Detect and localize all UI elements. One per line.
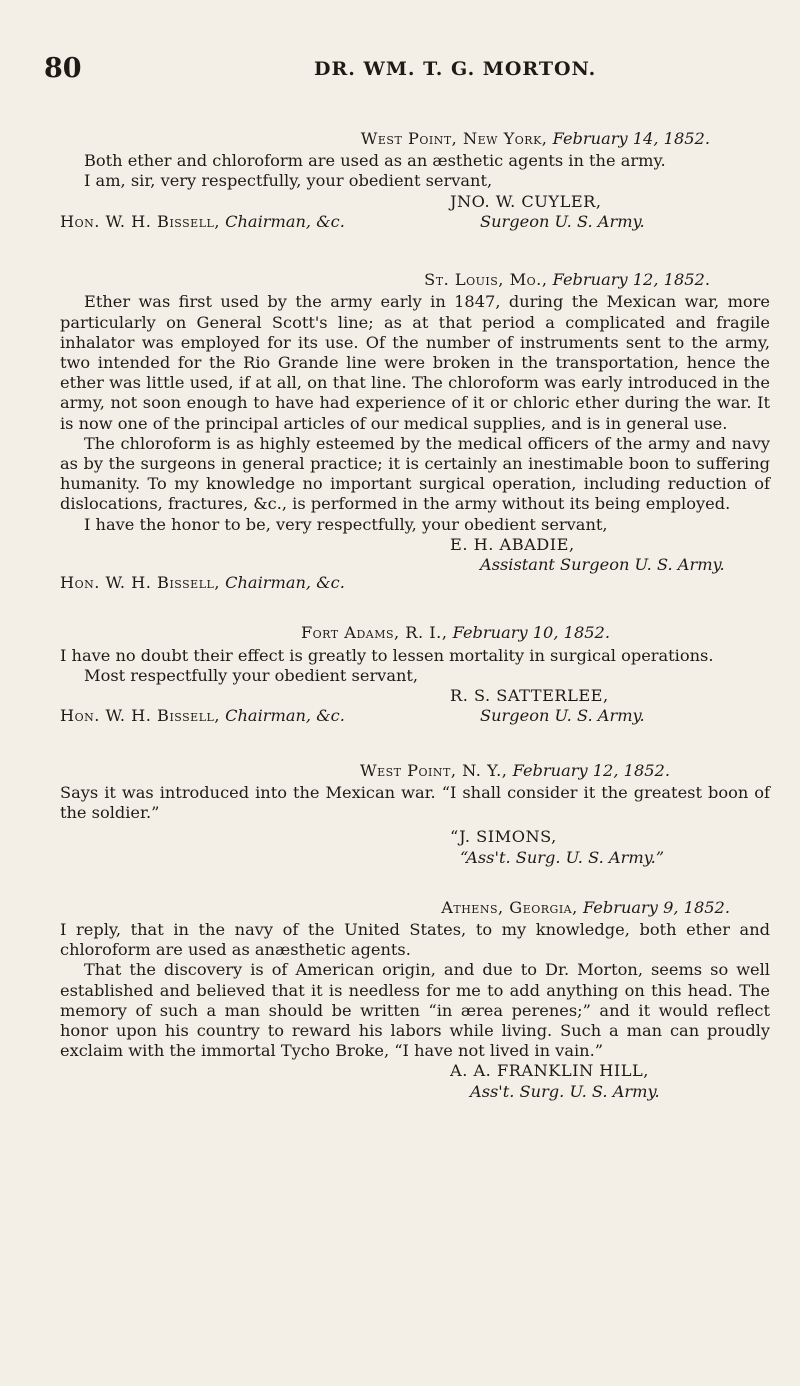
letter-paragraph: Ether was first used by the army early in 1847, during the Mexican war, more particularly on General Scott's line; as at that period a complicated and fragile inhalator was employed for its use. Of the number of instruments sent to the army, two intended for the Rio Grande line were broken in the transportation, hence the ether was little used, if at all, on that line. The chloroform was early introduced in the army, not soon enough to have had experience of it or chloric ether during the war. It is now one of the principal articles of our medical supplies, and is in general use. bbox=[60, 292, 770, 433]
dateline-place: West Point, N. Y., bbox=[359, 760, 508, 780]
dateline-date: February 9, 1852. bbox=[582, 897, 730, 917]
addressee-name: Hon. W. H. Bissell, bbox=[60, 212, 220, 232]
dateline-place: Athens, Georgia, bbox=[441, 897, 578, 917]
addressee bbox=[60, 573, 770, 593]
letter-cuyler bbox=[60, 129, 770, 232]
signature-title: Surgeon U. S. Army. bbox=[480, 706, 645, 726]
dateline bbox=[60, 623, 770, 643]
signature-name: “J. SIMONS, bbox=[450, 827, 557, 847]
letter-simons bbox=[60, 761, 770, 868]
dateline-date: February 12, 1852. bbox=[552, 270, 710, 290]
page-number: 80 bbox=[44, 53, 82, 84]
signature-title: Ass't. Surg. U. S. Army. bbox=[470, 1081, 660, 1101]
dateline-place: St. Louis, Mo., bbox=[424, 270, 548, 290]
dateline bbox=[60, 270, 770, 290]
letter-paragraph: The chloroform is as highly esteemed by the medical officers of the army and navy as by the surgeons in general practice; it is certainly an inestimable boon to suffering humanity. To my knowledge no important surgical operation, including reduction of dislocations, fractures, &c., is performed in the army without its being employed. bbox=[60, 433, 770, 514]
letter-closing: I am, sir, very respectfully, your obedient servant, bbox=[84, 171, 493, 191]
signature-name: R. S. SATTERLEE, bbox=[450, 686, 609, 706]
addressee bbox=[60, 212, 770, 232]
addressee-role: Chairman, &c. bbox=[225, 573, 345, 593]
signature-title: Surgeon U. S. Army. bbox=[480, 211, 645, 231]
letter-separator bbox=[60, 593, 770, 623]
signature-name: A. A. FRANKLIN HILL, bbox=[450, 1061, 649, 1081]
dateline bbox=[60, 129, 770, 149]
addressee-role: Chairman, &c. bbox=[225, 212, 345, 232]
dateline-place: Fort Adams, R. I., bbox=[300, 623, 448, 643]
signature-title: Assistant Surgeon U. S. Army. bbox=[480, 555, 725, 575]
letter-closing: I have the honor to be, very respectfully, your obedient servant, bbox=[84, 514, 608, 534]
letter-satterlee bbox=[60, 623, 770, 726]
letter-separator bbox=[60, 232, 770, 270]
page-content bbox=[60, 129, 770, 1102]
signature-title: “Ass't. Surg. U. S. Army.” bbox=[460, 847, 665, 867]
letter-abadie bbox=[60, 270, 770, 593]
letter-separator bbox=[60, 868, 770, 898]
letter-paragraph: Says it was introduced into the Mexican war. “I shall consider it the greatest boon of the soldier.” bbox=[60, 782, 770, 823]
page-header bbox=[44, 54, 774, 84]
letter-closing: Most respectfully your obedient servant, bbox=[84, 665, 419, 685]
addressee-name: Hon. W. H. Bissell, bbox=[60, 706, 220, 726]
dateline-date: February 10, 1852. bbox=[452, 623, 610, 643]
addressee-role: Chairman, &c. bbox=[225, 706, 345, 726]
addressee bbox=[60, 706, 770, 726]
letter-separator bbox=[60, 727, 770, 761]
dateline bbox=[60, 898, 770, 918]
letter-paragraph: I have no doubt their effect is greatly to lessen mortality in surgical operations. bbox=[60, 645, 714, 665]
dateline-date: February 12, 1852. bbox=[512, 760, 670, 780]
letter-paragraph: Both ether and chloroform are used as an æsthetic agents in the army. bbox=[84, 151, 666, 171]
letter-hill bbox=[60, 898, 770, 1102]
running-head: DR. WM. T. G. MORTON. bbox=[314, 58, 597, 80]
dateline bbox=[60, 761, 770, 781]
letter-paragraph: I reply, that in the navy of the United States, to my knowledge, both ether and chloroform are used as anæsthetic agents. bbox=[60, 919, 770, 960]
dateline-place: West Point, New York, bbox=[360, 129, 548, 148]
signature-name: E. H. ABADIE, bbox=[450, 534, 575, 554]
signature-name: JNO. W. CUYLER, bbox=[450, 191, 602, 211]
letter-paragraph: That the discovery is of American origin, and due to Dr. Morton, seems so well established and believed that it is needless for me to add anything on this head. The memory of such a man should be written “in ærea perenes;” and it would reflect honor upon his country to reward his labors while living. Such a man can proudly exclaim with the immortal Tycho Broke, “I have not lived in vain.” bbox=[60, 960, 770, 1061]
addressee-name: Hon. W. H. Bissell, bbox=[60, 573, 220, 593]
dateline-date: February 14, 1852. bbox=[552, 129, 710, 148]
